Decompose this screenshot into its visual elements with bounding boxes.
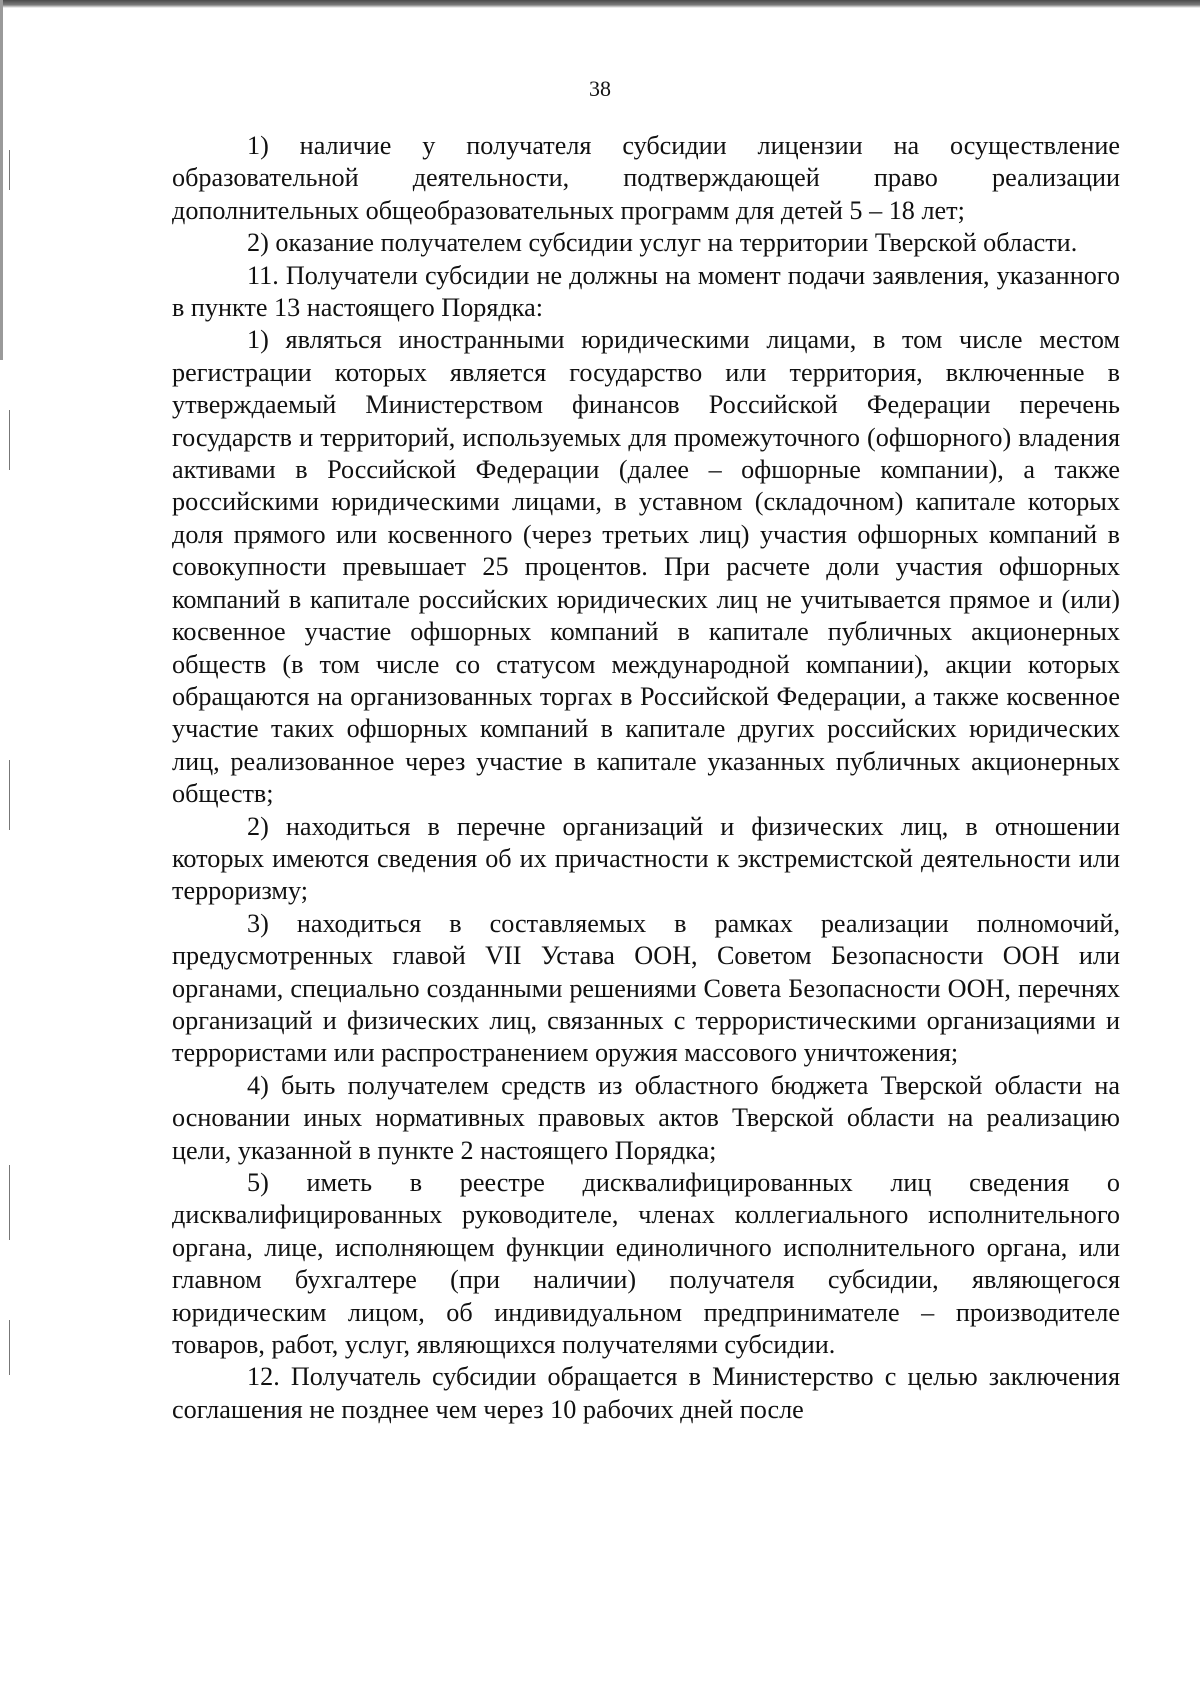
margin-mark (9, 760, 10, 830)
paragraph-clause-12: 12. Получатель субсидии обращается в Министерство с целью заключения соглашения не позднее чем через 10 рабочих дней после (172, 1362, 1120, 1424)
paragraph-license-condition: 1) наличие у получателя субсидии лицензии на осуществление образовательной деятельности, подтверждающей право реализации дополнительных общеобразовательных программ для детей 5 – 18 лет; (172, 131, 1120, 225)
margin-mark (9, 1165, 10, 1240)
paragraph-offshore-companies: 1) являться иностранными юридическими лицами, в том числе местом регистрации которых является государство или территория, включенные в утверждаемый Министерством финансов Российской Федерации перечень государств и территорий, используемых для промежуточного (офшорного) владения активами в Российской Федерации (далее – офшорные компании), а также российскими юридическими лицами, в уставном (складочном) капитале которых доля прямого или косвенного (через третьих лиц) участия офшорных компаний в совокупности превышает 25 процентов. При расчете доли участия офшорных компаний в капитале российских юридических лиц не учитывается прямое и (или) косвенное участие офшорных компаний в капитале публичных акционерных обществ (в том числе со статусом международной компании), акции которых обращаются на организованных торгах в Российской Федерации, а также косвенное участие таких офшорных компаний в капитале других российских юридических лиц, реализованное через участие в капитале указанных публичных акционерных обществ; (172, 325, 1120, 809)
scan-top-edge (0, 0, 1200, 8)
margin-mark (9, 150, 10, 190)
page-number: 38 (589, 76, 611, 101)
paragraph-un-sanctions: 3) находиться в составляемых в рамках реализации полномочий, предусмотренных главой VII Устава ООН, Советом Безопасности ООН или органами, специально созданными решениями Совета Безопасности ООН, перечнях организаций и физических лиц, связанных с террористическими организациями и террористами или распространением оружия массового уничтожения; (172, 908, 1120, 1068)
paragraph-services-condition: 2) оказание получателем субсидии услуг на территории Тверской области. (247, 228, 1078, 258)
paragraph-clause-11: 11. Получатели субсидии не должны на момент подачи заявления, указанного в пункте 13 настоящего Порядка: (172, 260, 1120, 323)
paragraph-disqualified-registry: 5) иметь в реестре дисквалифицированных лиц сведения о дисквалифицированных руководителе, членах коллегиального исполнительного органа, лице, исполняющем функции единоличного исполнительного органа, или главном бухгалтере (при наличии) получателя субсидии, являющегося юридическим лицом, об индивидуальном предпринимателе – производителе товаров, работ, услуг, являющихся получателями субсидии. (172, 1168, 1120, 1360)
paragraph-extremism-list: 2) находиться в перечне организаций и физических лиц, в отношении которых имеются сведения об их причастности к экстремистской деятельности или терроризму; (172, 811, 1120, 906)
margin-mark (9, 410, 10, 470)
scan-left-edge (0, 0, 3, 360)
paragraph-budget-funds: 4) быть получателем средств из областного бюджета Тверской области на основании иных нормативных правовых актов Тверской области на реализацию цели, указанной в пункте 2 настоящего Порядка; (172, 1070, 1120, 1165)
margin-mark (9, 1320, 10, 1375)
document-body (172, 130, 1120, 1426)
